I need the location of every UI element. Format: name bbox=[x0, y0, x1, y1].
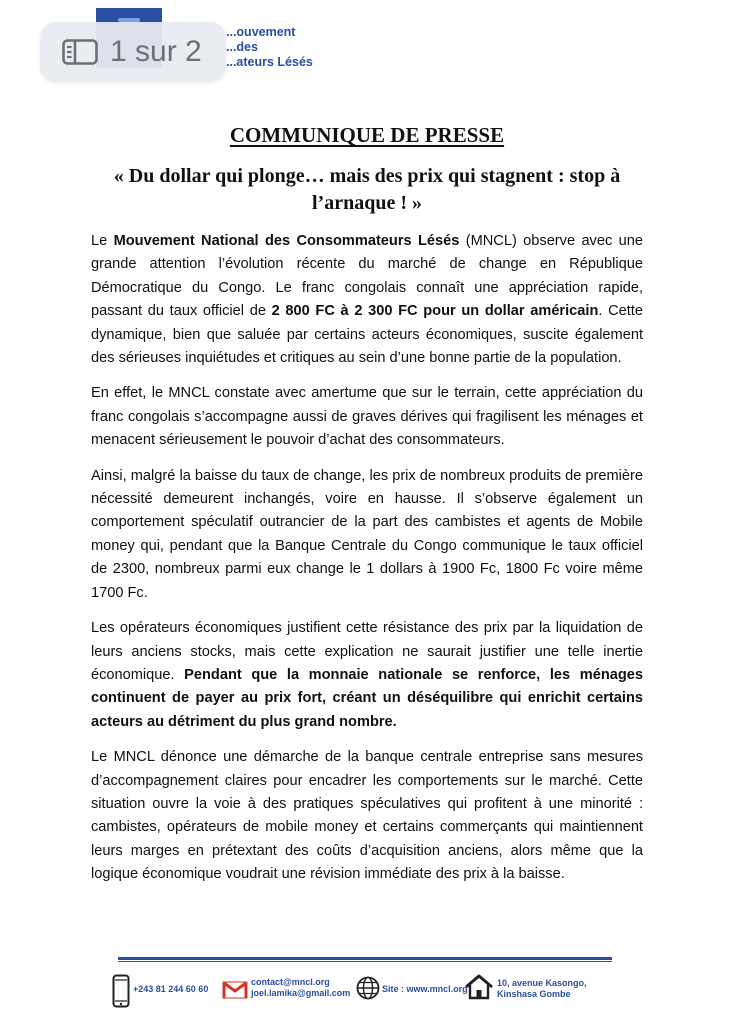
sidebar-icon[interactable] bbox=[62, 39, 98, 65]
footer-email-1: contact@mncl.org bbox=[251, 977, 330, 987]
org-name-line-1: ...ouvement bbox=[226, 25, 296, 39]
p4-bold-statement: Pendant que la monnaie nationale se renforce, les ménages continuent de payer au prix fort, créant un déséquilibre qui enrichit certains acteurs au détriment du plus grand nombre. bbox=[91, 666, 643, 730]
home-icon bbox=[464, 974, 494, 1000]
page-indicator[interactable] bbox=[40, 22, 226, 82]
paragraph-3: Ainsi, malgré la baisse du taux de change, les prix de nombreux produits de première nécessité demeurent inchangés, voire en hausse. Il s’observe également un comportement spéculatif outrancier de la part des cambistes et agents de Mobile money qui, pendant que la Banque Centrale du Congo communique le taux officiel de 2300, nombreux parmi eux change le 1 dollars à 1900 Fc, 1800 Fc voire même 1700 Fc. bbox=[91, 467, 643, 601]
paragraph-2: En effet, le MNCL constate avec amertume que sur le terrain, cette appréciation du franc congolais s’accompagne aussi de graves dérives qui fragilisent les ménages et menacent sérieusement le pouvoir d’achat des consommateurs. bbox=[91, 385, 643, 449]
org-name bbox=[226, 25, 313, 70]
p1-text-c: (MNCL) observe avec une grande attention l’évolution récente du marché de change en République Démocratique du Congo. Le franc congolais connaît une appréciation rapide, passant du taux officiel de bbox=[91, 233, 643, 320]
document-title: COMMUNIQUE DE PRESSE bbox=[229, 123, 505, 147]
document-body bbox=[91, 230, 643, 899]
footer-site-text: Site : www.mncl.org bbox=[382, 984, 468, 994]
footer-address-2: Kinshasa Gombe bbox=[497, 989, 571, 999]
footer-phone-text: +243 81 244 60 60 bbox=[133, 984, 209, 994]
p1-text-a: Le bbox=[91, 233, 114, 249]
footer-email-2: joel.lamika@gmail.com bbox=[251, 988, 351, 998]
p4-text-a: Les opérateurs économiques justifient cette résistance des prix par la liquidation de leurs anciens stocks, mais cette explication ne saurait justifier une telle inertie économique. bbox=[91, 620, 643, 683]
footer-site bbox=[356, 972, 466, 1008]
p1-text-e: . Cette dynamique, bien que saluée par certains acteurs économiques, suscite également des sérieuses inquiétudes et critiques au sein d’une bonne partie de la population. bbox=[91, 303, 643, 367]
p1-org-name: Mouvement National des Consommateurs Lésés bbox=[113, 233, 460, 249]
footer-address-1: 10, avenue Kasongo, bbox=[497, 978, 587, 988]
paragraph-1 bbox=[91, 230, 643, 370]
document-subtitle: « Du dollar qui plonge… mais des prix qui stagnent : stop à l’arnaque ! » bbox=[113, 165, 621, 214]
p1-exchange-rate: 2 800 FC à 2 300 FC pour un dollar américain bbox=[271, 303, 599, 320]
footer-phone bbox=[112, 972, 217, 1008]
footer-divider bbox=[118, 957, 612, 960]
org-name-line-2: ...des bbox=[226, 40, 258, 54]
org-name-line-3: ...ateurs Lésés bbox=[226, 55, 313, 69]
footer bbox=[112, 972, 632, 1012]
mail-icon bbox=[222, 980, 248, 1000]
phone-icon bbox=[112, 974, 130, 1008]
globe-icon bbox=[356, 976, 380, 1000]
paragraph-5: Le MNCL dénonce une démarche de la banque centrale entreprise sans mesures d’accompagnement claires pour encadrer les comportements sur le marché. Cette situation ouvre la voie à des pratiques spéculatives qui profitent à une minorité : cambistes, opérateurs de mobile money et certains commerçants qui maintiennent leurs marges en prétextant des coûts d’acquisition anciens, alors même que la logique économique voudrait une révision immédiate des prix à la baisse. bbox=[91, 749, 643, 883]
footer-email bbox=[222, 972, 352, 1008]
footer-address bbox=[464, 972, 632, 1008]
page-indicator-text: 1 sur 2 bbox=[110, 35, 202, 68]
paragraph-4 bbox=[91, 617, 643, 734]
